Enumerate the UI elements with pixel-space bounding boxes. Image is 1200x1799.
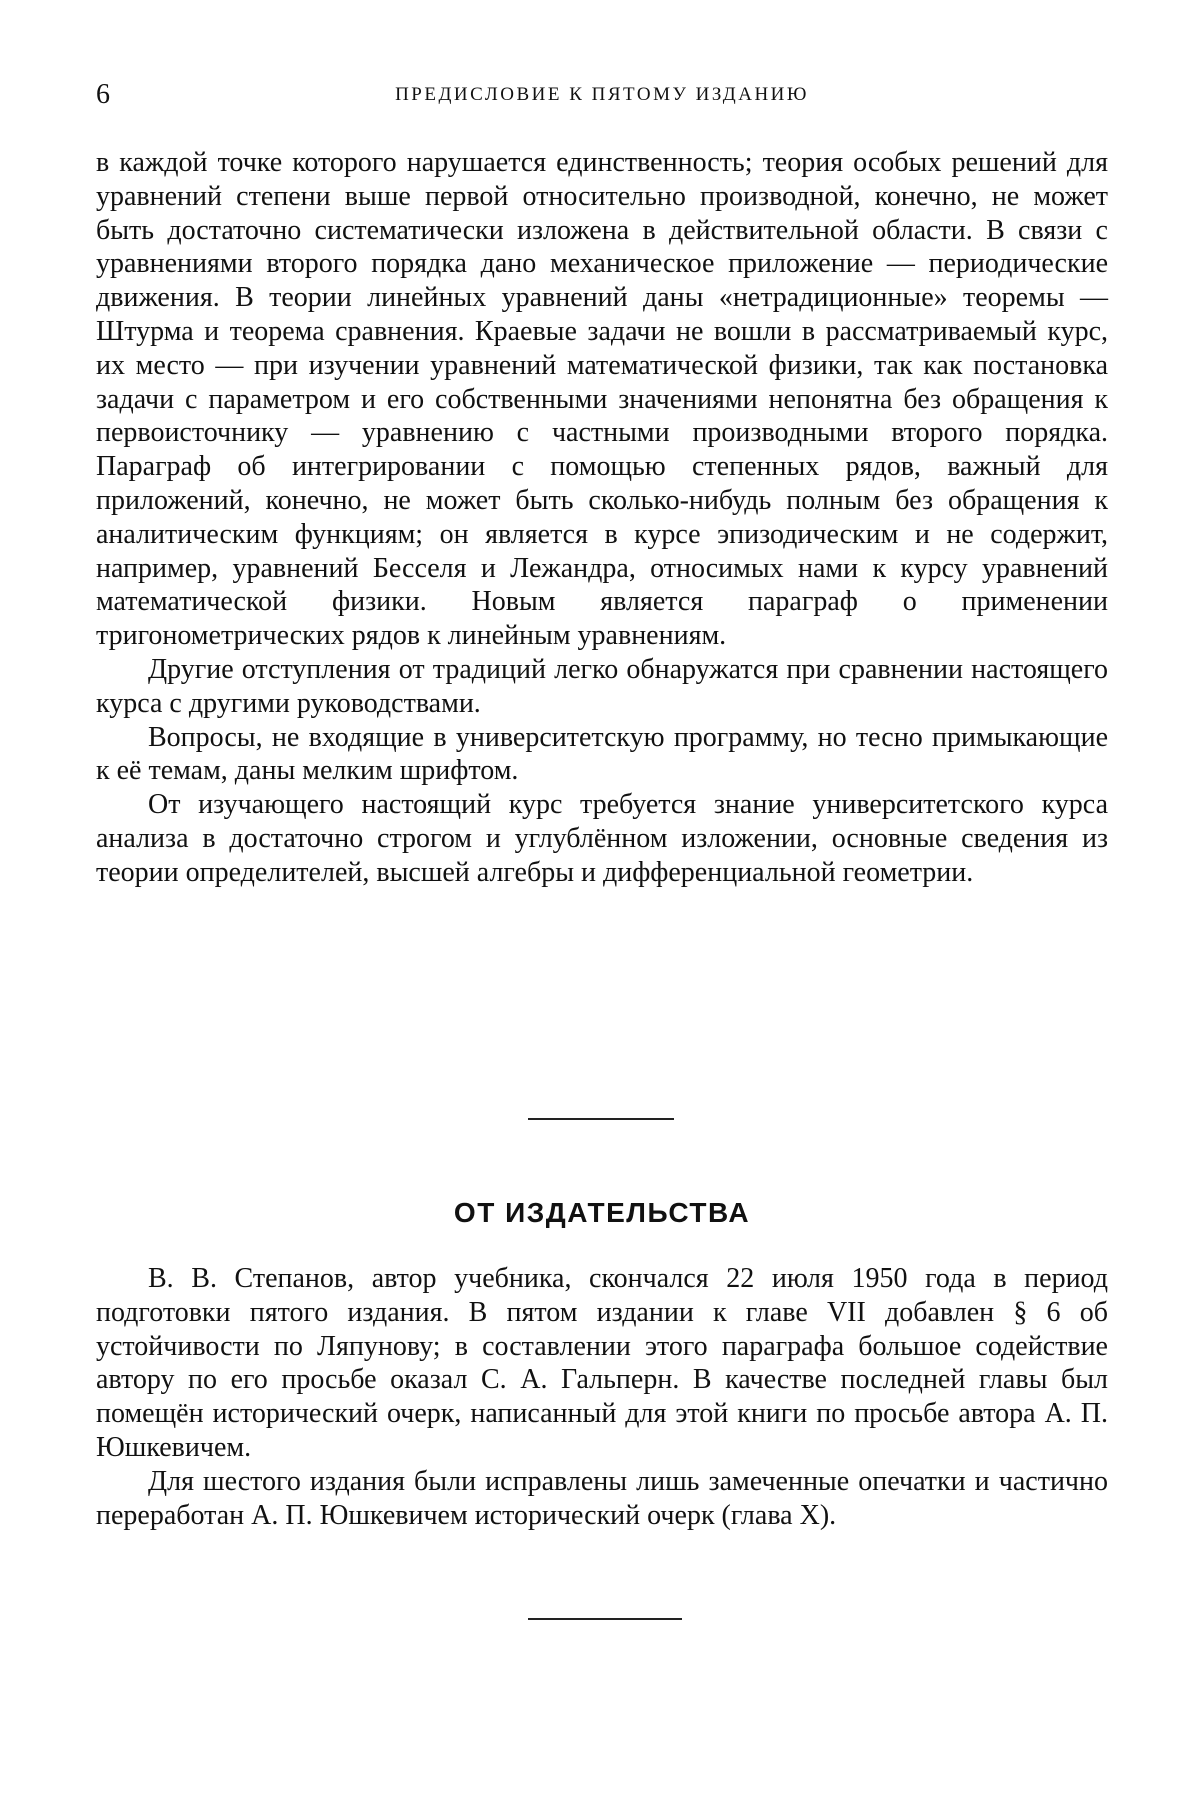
page-number: 6 [96,79,110,110]
preface-paragraph-1: в каждой точке которого нарушается единственность; теория особых решений для уравнений степени выше первой относительно производной, конечно, не может быть достаточно систематически изложена в действительной области. В связи с уравнениями второго порядка дано механическое приложение — периодические движения. В теории линейных уравнений даны «нетрадиционные» теоремы — Штурма и теорема сравнения. Краевые задачи не вошли в рассматриваемый курс, их место — при изучении уравнений математической физики, так как постановка задачи с параметром и его собственными значениями непонятна без обращения к первоисточнику — уравнению с частными производными второго порядка. Параграф об интегрировании с помощью степенных рядов, важный для приложений, конечно, не может быть сколько-нибудь полным без обращения к аналитическим функциям; он является в курсе эпизодическим и не содержит, например, уравнений Бесселя и Лежандра, относимых нами к курсу уравнений математической физики. Новым является параграф о применении тригонометрических рядов к линейным уравнениям. [96,147,1108,652]
section-divider [528,1118,674,1120]
preface-paragraph-4: От изучающего настоящий курс требуется знание университетского курса анализа в достаточно строгом и углублённом изложении, основные сведения из теории определителей, высшей алгебры и дифференциальной геометрии. [96,789,1108,888]
end-divider [528,1618,682,1620]
running-title: ПРЕДИСЛОВИЕ К ПЯТОМУ ИЗДАНИЮ [395,84,809,105]
preface-paragraph-2: Другие отступления от традиций легко обнаружатся при сравнении настоящего курса с другими руководствами. [96,653,1108,719]
publisher-paragraph-2: Для шестого издания были исправлены лишь замеченные опечатки и частично переработан А. П. Юшкевичем исторический очерк (глава X). [96,1465,1108,1531]
section-heading: ОТ ИЗДАТЕЛЬСТВА [453,1197,751,1228]
publisher-paragraph-1: В. В. Степанов, автор учебника, скончался 22 июля 1950 года в период подготовки пятого издания. В пятом издании к главе VII добавлен § 6 об устойчивости по Ляпунову; в составлении этого параграфа большое содействие автору по его просьбе оказал С. А. Гальперн. В качестве последней главы был помещён исторический очерк, написанный для этой книги по просьбе автора А. П. Юшкевичем. [96,1263,1108,1463]
publisher-note-text [96,1262,1108,1532]
preface-text [96,146,1108,890]
running-head [96,80,1108,110]
preface-paragraph-3: Вопросы, не входящие в университетскую программу, но тесно примыкающие к её темам, даны мелким шрифтом. [96,721,1108,787]
